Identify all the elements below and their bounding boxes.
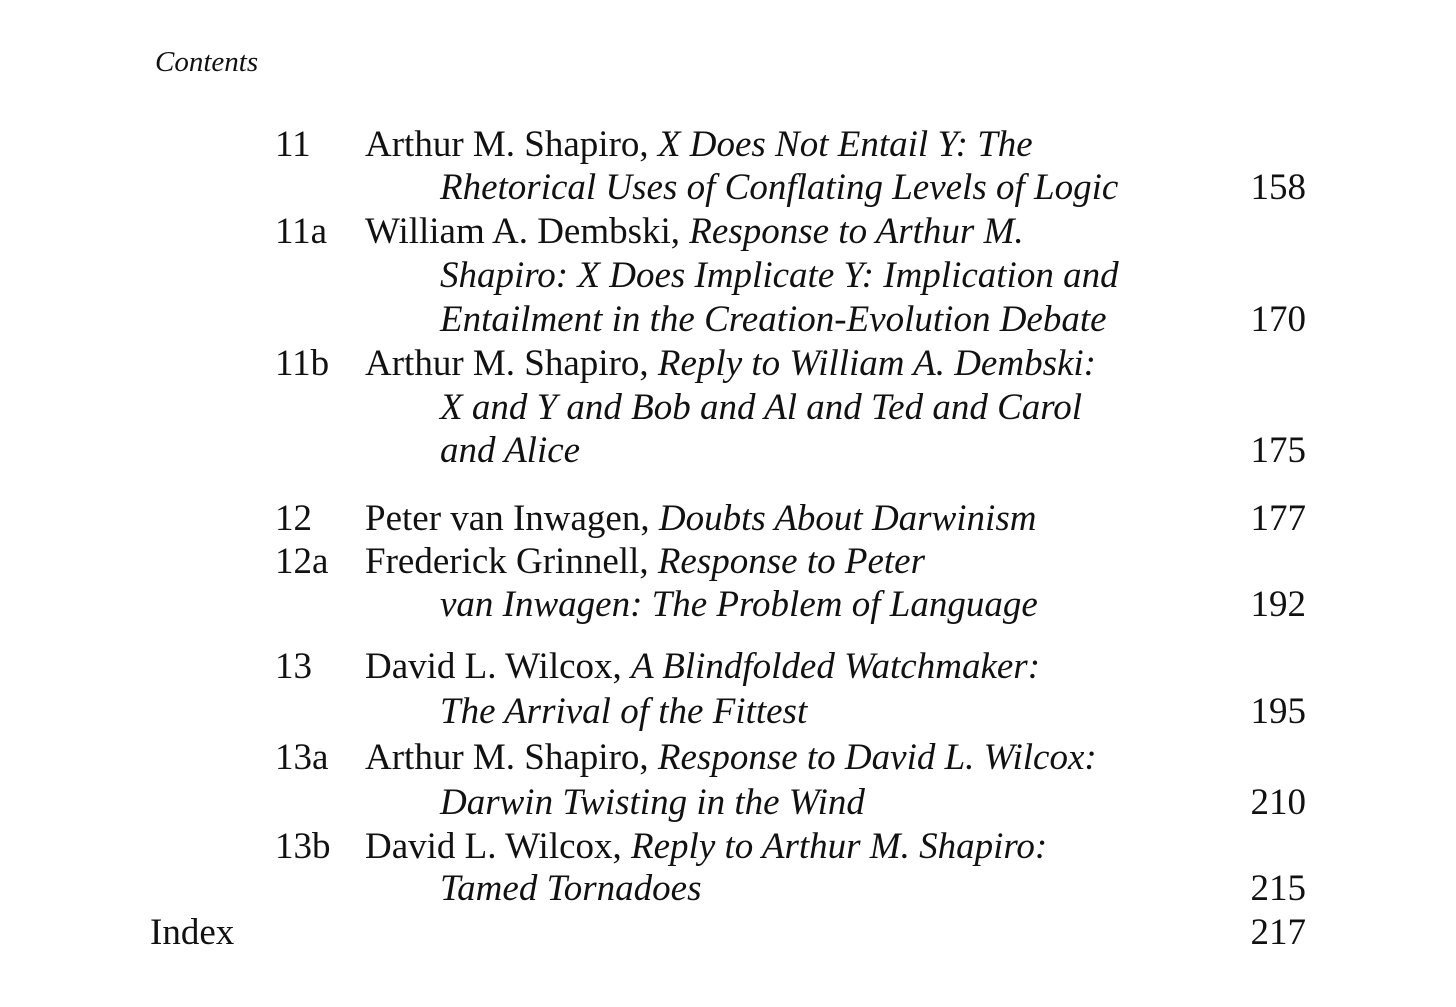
entry-author: David L. Wilcox, xyxy=(365,646,622,687)
entry-author: Peter van Inwagen, xyxy=(365,498,650,539)
entry-author: Arthur M. Shapiro, xyxy=(365,343,649,384)
entry-number: 12 xyxy=(275,498,312,539)
entry-page: 170 xyxy=(1250,299,1306,340)
entry-page: 177 xyxy=(1250,498,1306,539)
entry-page: 195 xyxy=(1250,691,1306,732)
entry-title-line: van Inwagen: The Problem of Language xyxy=(440,584,1038,625)
entry-title-line: X and Y and Bob and Al and Ted and Carol xyxy=(440,387,1083,428)
entry-page: 175 xyxy=(1250,430,1306,471)
entry-title-line: A Blindfolded Watchmaker: xyxy=(631,646,1041,687)
entry-title-line: Tamed Tornadoes xyxy=(440,868,702,909)
entry-author: Frederick Grinnell, xyxy=(365,541,649,582)
index-label: Index xyxy=(150,912,235,953)
entry-number: 13 xyxy=(275,646,312,687)
entry-author: Arthur M. Shapiro, xyxy=(365,737,649,778)
entry-number: 13a xyxy=(275,737,329,778)
entry-title-line: Response to Arthur M. xyxy=(689,211,1024,252)
entry-author: William A. Dembski, xyxy=(365,211,681,252)
entry-title-line: Rhetorical Uses of Conflating Levels of Logic xyxy=(440,167,1119,208)
entry-title-line: Reply to Arthur M. Shapiro: xyxy=(631,826,1048,867)
entry-title-line: Darwin Twisting in the Wind xyxy=(440,782,865,823)
entry-title-line: Response to Peter xyxy=(657,541,925,582)
entry-title-line: Doubts About Darwinism xyxy=(658,498,1037,539)
entry-author: David L. Wilcox, xyxy=(365,826,622,867)
entry-title-line: Entailment in the Creation-Evolution Debate xyxy=(440,299,1107,340)
running-head: Contents xyxy=(155,46,259,78)
entry-page: 210 xyxy=(1250,782,1306,823)
entry-number: 11b xyxy=(275,343,330,384)
entry-page: 215 xyxy=(1250,868,1306,909)
index-page: 217 xyxy=(1250,912,1306,953)
entry-author: Arthur M. Shapiro, xyxy=(365,124,649,165)
entry-title-line: and Alice xyxy=(440,430,581,471)
entry-title-line: Shapiro: X Does Implicate Y: Implication and xyxy=(440,255,1119,296)
entry-page: 158 xyxy=(1250,167,1306,208)
entry-title-line: Response to David L. Wilcox: xyxy=(657,737,1097,778)
entry-number: 12a xyxy=(275,541,329,582)
entry-title-line: Reply to William A. Dembski: xyxy=(657,343,1096,384)
entry-title-line: X Does Not Entail Y: The xyxy=(657,124,1033,165)
entry-number: 11 xyxy=(275,124,311,165)
entry-number: 13b xyxy=(275,826,331,867)
entry-title-line: The Arrival of the Fittest xyxy=(440,691,808,732)
entry-number: 11a xyxy=(275,211,328,252)
entry-page: 192 xyxy=(1250,584,1306,625)
